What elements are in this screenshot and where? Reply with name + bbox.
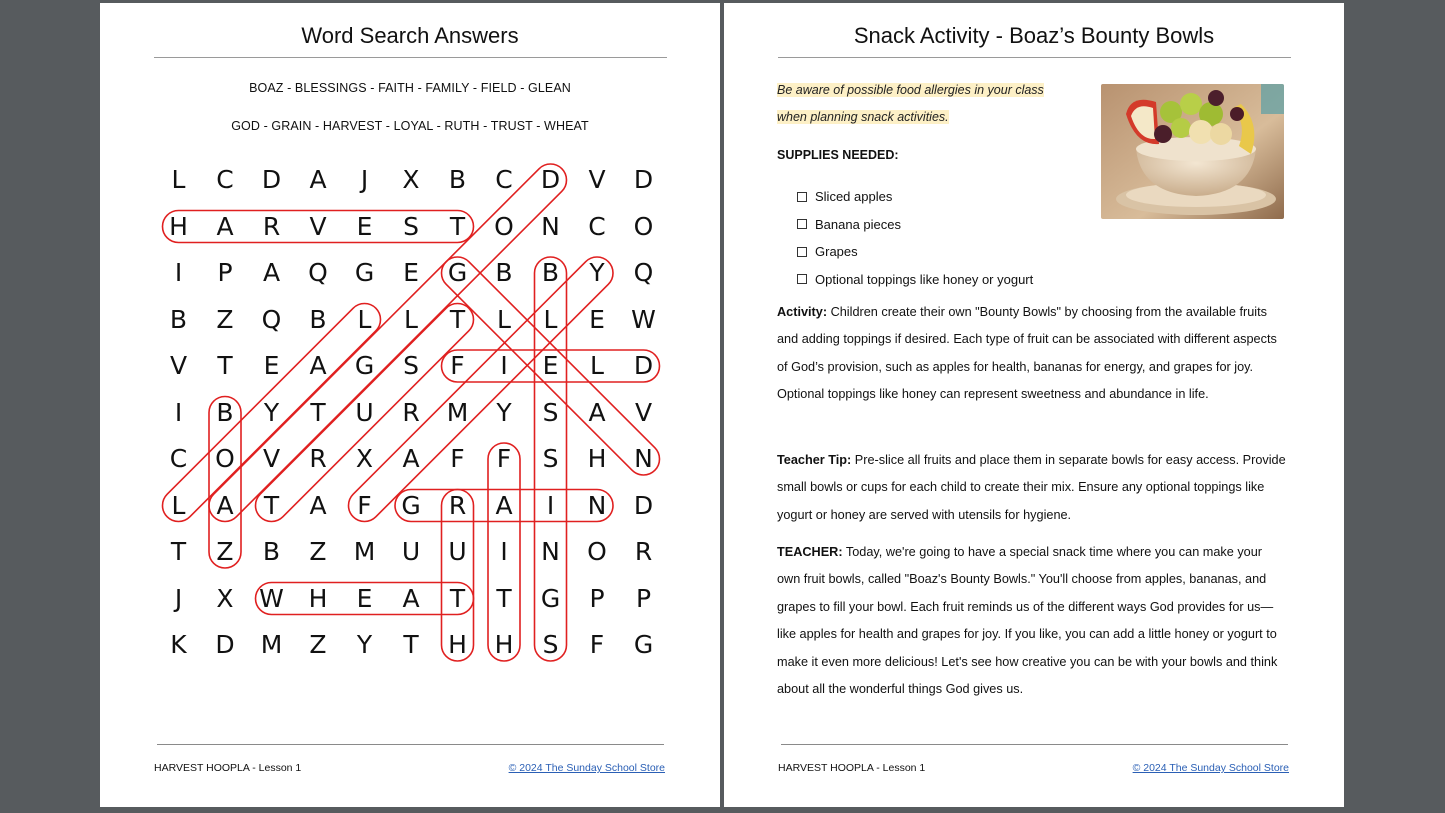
grid-letter: M bbox=[446, 397, 469, 427]
answer-highlight bbox=[156, 297, 387, 528]
grid-letter: Y bbox=[589, 258, 605, 287]
grid-letter: A bbox=[309, 490, 327, 520]
answer-highlight bbox=[163, 211, 474, 243]
grid-letter: I bbox=[500, 351, 508, 380]
grid-letter: Y bbox=[356, 630, 373, 659]
grid-letter: Y bbox=[263, 397, 280, 427]
grid-letter: G bbox=[354, 351, 375, 380]
grid-letter: T bbox=[403, 630, 419, 659]
grid-letter: N bbox=[634, 444, 653, 473]
teacher-text: Today, we're going to have a special snack time where you can make your own fruit bowls, called "Boaz's Bounty Bowls." You'll choose from apples, bananas, and grapes to fill your bowl. Each fruit reminds us of the different ways God provides for us—like apples for health and grapes for joy. If you like, you can add a little honey or yogurt to make it even more delicious! Let's see how creative you can be with your bowls and think about all the wonderful things God gives us. bbox=[777, 545, 1278, 697]
supply-label: Banana pieces bbox=[815, 216, 902, 232]
grid-letter: A bbox=[588, 397, 606, 427]
word-list-line: GOD - GRAIN - HARVEST - LOYAL - RUTH - TRUST - WHEAT bbox=[231, 119, 589, 133]
activity-label: Activity: bbox=[777, 305, 828, 319]
allergy-note-line: when planning snack activities. bbox=[777, 110, 949, 124]
activity-text: Children create their own "Bounty Bowls" by choosing from the available fruits and adding toppings if desired. Each type of fruit can be associated with different aspects of God’s provision, such as apples for health, bananas for energy, and grapes for joy. Optional toppings like honey can represent sweetness and abundance in life. bbox=[777, 305, 1277, 402]
grid-letter: V bbox=[309, 211, 327, 241]
grid-letter: S bbox=[542, 397, 559, 427]
grid-letter: I bbox=[174, 258, 183, 287]
fruit-bowl-photo bbox=[1101, 84, 1284, 219]
grid-letter: G bbox=[447, 258, 468, 287]
grid-letter: J bbox=[360, 165, 369, 194]
grid-letter: H bbox=[169, 211, 188, 241]
grid-letter: C bbox=[495, 165, 513, 194]
grid-letter: N bbox=[541, 537, 560, 566]
grid-letter: B bbox=[216, 397, 234, 427]
answer-highlight bbox=[435, 250, 666, 481]
grid-letter: B bbox=[262, 537, 281, 566]
grid-letter: A bbox=[495, 490, 513, 520]
supply-label: Sliced apples bbox=[815, 189, 893, 205]
teacher-label: TEACHER: bbox=[777, 545, 843, 559]
grid-letter: S bbox=[403, 211, 419, 241]
teacher-tip-paragraph bbox=[777, 447, 1287, 529]
checkbox[interactable] bbox=[797, 192, 807, 202]
grid-letter: L bbox=[497, 304, 511, 334]
answer-highlight bbox=[395, 490, 613, 522]
grid-letter: A bbox=[216, 211, 234, 241]
grid-letter: W bbox=[259, 583, 284, 613]
grid-letter: E bbox=[263, 351, 280, 380]
grid-letter: T bbox=[217, 351, 233, 380]
grid-letter: I bbox=[174, 397, 183, 427]
grid-letter: H bbox=[448, 630, 467, 659]
answer-highlight bbox=[342, 250, 620, 528]
grid-letter: N bbox=[587, 490, 607, 520]
grid-letter: T bbox=[449, 583, 466, 613]
grid-letter: S bbox=[542, 630, 559, 659]
answer-highlight bbox=[488, 443, 520, 661]
supply-item bbox=[797, 211, 1033, 239]
grid-letter: M bbox=[260, 630, 283, 659]
grid-letter: C bbox=[588, 211, 606, 241]
footer-lesson-label: HARVEST HOOPLA - Lesson 1 bbox=[154, 762, 302, 774]
title-divider bbox=[154, 57, 667, 58]
grid-letter: H bbox=[308, 583, 328, 613]
grid-letter: D bbox=[215, 630, 235, 659]
grid-letter: G bbox=[354, 258, 375, 287]
allergy-note bbox=[777, 77, 1077, 131]
answer-highlight bbox=[442, 490, 474, 662]
grid-letter: F bbox=[357, 490, 372, 520]
checkbox[interactable] bbox=[797, 274, 807, 284]
grid-letter: X bbox=[402, 165, 420, 194]
grid-letter: H bbox=[494, 630, 514, 659]
grid-letter: J bbox=[174, 583, 183, 613]
grid-letter: X bbox=[216, 583, 234, 613]
grid-letter: B bbox=[495, 258, 513, 287]
grid-letter: B bbox=[309, 304, 327, 334]
grid-letter: A bbox=[402, 444, 420, 473]
grid-letter: K bbox=[170, 630, 187, 659]
grid-letter: Q bbox=[633, 258, 654, 287]
grid-letter: A bbox=[402, 583, 420, 613]
answer-highlight bbox=[535, 257, 567, 661]
grid-letter: B bbox=[541, 258, 560, 287]
grid-letter: S bbox=[403, 351, 419, 380]
checkbox[interactable] bbox=[797, 247, 807, 257]
footer-copyright-link[interactable]: © 2024 The Sunday School Store bbox=[508, 762, 665, 774]
grid-letter: Q bbox=[261, 304, 282, 334]
grid-letter: A bbox=[309, 165, 327, 194]
footer-divider bbox=[781, 744, 1288, 745]
supplies-heading: SUPPLIES NEEDED: bbox=[777, 148, 899, 162]
answer-highlights bbox=[154, 155, 714, 665]
grid-letter: E bbox=[356, 583, 373, 613]
title-divider bbox=[778, 57, 1291, 58]
grid-letter: V bbox=[634, 397, 653, 427]
grid-letter: Q bbox=[308, 258, 328, 287]
activity-paragraph bbox=[777, 299, 1287, 409]
grid-letter: A bbox=[309, 351, 327, 380]
supply-label: Grapes bbox=[815, 244, 858, 260]
word-list-line: BOAZ - BLESSINGS - FAITH - FAMILY - FIELD - GLEAN bbox=[249, 81, 571, 95]
grid-letter: T bbox=[310, 397, 326, 427]
footer-copyright-link[interactable]: © 2024 The Sunday School Store bbox=[1132, 762, 1289, 774]
grid-letter: N bbox=[541, 211, 560, 241]
grid-letter: O bbox=[215, 444, 235, 473]
answer-highlight bbox=[202, 157, 573, 528]
grid-letter: Z bbox=[309, 537, 327, 566]
grid-letter: P bbox=[589, 583, 605, 613]
grid-letter: T bbox=[449, 211, 466, 241]
grid-letter: Z bbox=[216, 304, 234, 334]
grid-letter: T bbox=[496, 583, 512, 613]
grid-letter: Z bbox=[216, 537, 234, 566]
grid-letter: L bbox=[171, 490, 186, 520]
supply-item bbox=[797, 238, 1033, 266]
grid-letter: S bbox=[542, 444, 559, 473]
grid-letter: D bbox=[633, 165, 654, 194]
grid-letter: R bbox=[262, 211, 281, 241]
grid-letter: V bbox=[588, 165, 606, 194]
page-title: Snack Activity - Boaz’s Bounty Bowls bbox=[853, 23, 1215, 48]
grid-letter: D bbox=[633, 490, 654, 520]
supply-item bbox=[797, 183, 1033, 211]
grid-letter: V bbox=[262, 444, 281, 473]
grid-letter: E bbox=[356, 211, 373, 241]
page-title: Word Search Answers bbox=[301, 23, 519, 48]
grid-letter: T bbox=[449, 304, 466, 334]
teacher-script-paragraph bbox=[777, 539, 1287, 703]
teacher-tip-text: Pre-slice all fruits and place them in separate bowls for easy access. Provide small bowls or cups for each child to create their mix. Ensure any optional toppings like yogurt or honey are served with utensils for hygiene. bbox=[777, 453, 1286, 522]
grid-letter: L bbox=[543, 304, 558, 334]
checkbox[interactable] bbox=[797, 219, 807, 229]
grid-letter: B bbox=[169, 304, 188, 334]
grid-letter: D bbox=[261, 165, 282, 194]
grid-letter: R bbox=[634, 537, 653, 566]
grid-letter: B bbox=[448, 165, 467, 194]
grid-letter: T bbox=[170, 537, 187, 566]
grid-letter: R bbox=[309, 444, 327, 473]
grid-letter: R bbox=[448, 490, 467, 520]
answer-highlight bbox=[442, 350, 660, 382]
grid-letter: Z bbox=[309, 630, 327, 659]
grid-letter: Y bbox=[496, 397, 512, 427]
grid-letter: X bbox=[355, 444, 374, 473]
grid-letter: U bbox=[401, 537, 421, 566]
grid-letter: M bbox=[353, 537, 376, 566]
grid-letter: L bbox=[404, 304, 418, 334]
grid-letter: C bbox=[169, 444, 188, 473]
grid-letter: L bbox=[171, 165, 186, 194]
teacher-tip-label: Teacher Tip: bbox=[777, 453, 852, 467]
grid-letter: E bbox=[542, 351, 559, 380]
grid-letter: D bbox=[540, 165, 561, 194]
supplies-list bbox=[797, 183, 1033, 293]
grid-letter: F bbox=[589, 630, 605, 659]
grid-letter: P bbox=[635, 583, 652, 613]
snack-activity-page bbox=[724, 3, 1344, 807]
grid-letter: E bbox=[403, 258, 419, 287]
grid-letter: I bbox=[500, 537, 508, 566]
grid-letter: C bbox=[216, 165, 234, 194]
grid-letter: O bbox=[587, 537, 607, 566]
grid-letter: W bbox=[631, 304, 656, 334]
grid-letter: R bbox=[402, 397, 420, 427]
supply-item bbox=[797, 266, 1033, 294]
grid-letter: E bbox=[589, 304, 605, 334]
grid-letter: L bbox=[590, 351, 604, 380]
grid-letter: F bbox=[496, 444, 512, 473]
grid-letter: I bbox=[546, 490, 555, 520]
grid-letter: U bbox=[448, 537, 467, 566]
grid-letter: A bbox=[262, 258, 281, 287]
grid-letter: O bbox=[633, 211, 654, 241]
footer-lesson-label: HARVEST HOOPLA - Lesson 1 bbox=[778, 762, 926, 774]
grid-letter: T bbox=[263, 490, 280, 520]
grid-letter: P bbox=[217, 258, 233, 287]
grid-letter: A bbox=[216, 490, 234, 520]
word-search-page bbox=[100, 3, 720, 807]
grid-letter: G bbox=[633, 630, 654, 659]
grid-letter: U bbox=[355, 397, 374, 427]
grid-letter: G bbox=[401, 490, 421, 520]
grid-letter: H bbox=[587, 444, 607, 473]
footer-divider bbox=[157, 744, 664, 745]
grid-letter: G bbox=[540, 583, 561, 613]
grid-letter: F bbox=[450, 444, 465, 473]
grid-letter: L bbox=[357, 304, 372, 334]
allergy-note-line: Be aware of possible food allergies in your class bbox=[777, 83, 1044, 97]
grid-letter: V bbox=[169, 351, 188, 380]
answer-highlight bbox=[249, 297, 480, 528]
grid-letter: F bbox=[450, 351, 465, 380]
grid-letter: D bbox=[633, 351, 654, 380]
grid-letter: O bbox=[494, 211, 514, 241]
supply-label: Optional toppings like honey or yogurt bbox=[815, 271, 1034, 287]
